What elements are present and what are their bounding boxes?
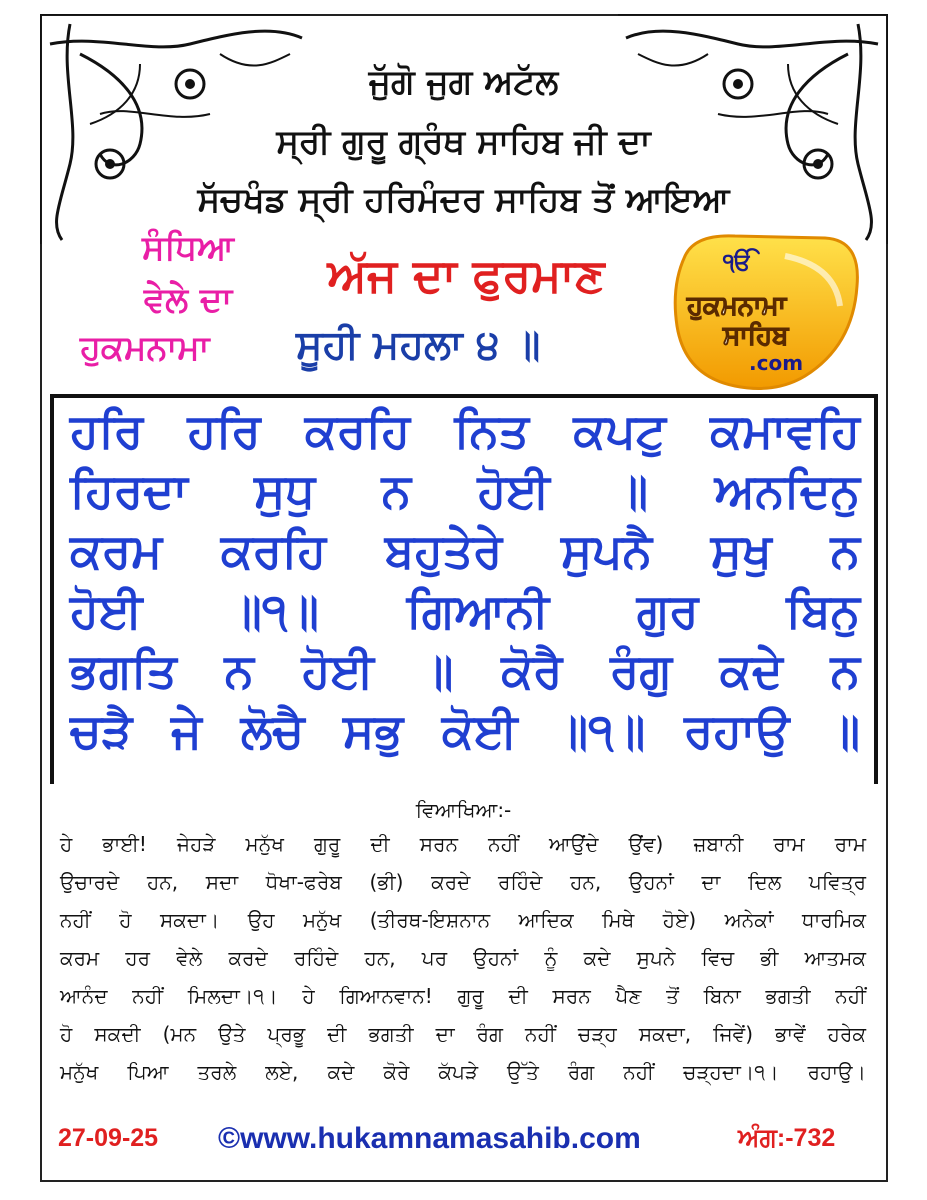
logo-text-line-1: ਹੁਕਮਨਾਮਾ [687,291,787,321]
sandhya-label-line-1: ਸੰਧਿਆ [141,228,234,268]
logo-text-line-3: .com [749,351,804,375]
gurbani-line-5: ਭਗਤਿ ਨ ਹੋਈ ॥ ਕੋਰੈ ਰੰਗੁ ਕਦੇ ਨ [70,644,860,699]
vyakhya-heading: ਵਿਆਖਿਆ:- [415,798,512,822]
meaning-line-2: ਉਚਾਰਦੇ ਹਨ, ਸਦਾ ਧੋਖਾ-ਫਰੇਬ (ਭੀ) ਕਰਦੇ ਰਹਿੰਦੇ ਹਨ, ਉਹਨਾਂ ਦਾ ਦਿਲ ਪਵਿਤ੍ਰ [60,870,866,894]
gurbani-line-2: ਹਿਰਦਾ ਸੁਧੁ ਨ ਹੋਈ ॥ ਅਨਦਿਨੁ [70,464,860,519]
header-line-2: ਸ੍ਰੀ ਗੁਰੂ ਗ੍ਰੰਥ ਸਾਹਿਬ ਜੀ ਦਾ [276,122,651,162]
website-link[interactable]: ©www.hukamnamasahib.com [218,1122,641,1155]
gurbani-line-6: ਚੜੈ ਜੇ ਲੋਚੈ ਸਭੁ ਕੋਈ ॥੧॥ ਰਹਾਉ ॥ [70,704,860,759]
meaning-line-7: ਮਨੁੱਖ ਪਿਆ ਤਰਲੇ ਲਏ, ਕਦੇ ਕੋਰੇ ਕੱਪੜੇ ਉੱਤੇ ਰੰਗ ਨਹੀਂ ਚੜ੍ਹਦਾ।੧। ਰਹਾਉ। [60,1060,866,1084]
ang-label: ਅੰਗ:-732 [738,1124,836,1152]
hukamnama-sahib-logo [665,226,865,396]
meaning-line-6: ਹੋ ਸਕਦੀ (ਮਨ ਉਤੇ ਪ੍ਰਭੂ ਦੀ ਭਗਤੀ ਦਾ ਰੰਗ ਨਹੀਂ ਚੜ੍ਹ ਸਕਦਾ, ਜਿਵੇਂ) ਭਾਵੇਂ ਹਰੇਕ [60,1022,866,1046]
khanda-symbol: ੴ [723,248,753,276]
meaning-line-1: ਹੇ ਭਾਈ! ਜੇਹੜੇ ਮਨੁੱਖ ਗੁਰੂ ਦੀ ਸਰਨ ਨਹੀਂ ਆਉਂਦੇ ਉਂਵ) ਜ਼ਬਾਨੀ ਰਾਮ ਰਾਮ [60,832,866,856]
gurbani-line-3: ਕਰਮ ਕਰਹਿ ਬਹੁਤੇਰੇ ਸੁਪਨੈ ਸੁਖੁ ਨ [70,524,860,579]
gurbani-line-1: ਹਰਿ ਹਰਿ ਕਰਹਿ ਨਿਤ ਕਪਟੁ ਕਮਾਵਹਿ [70,404,860,459]
sandhya-label-line-2: ਵੇਲੇ ਦਾ [143,280,233,320]
footer [0,1116,927,1162]
meaning-line-3: ਨਹੀਂ ਹੋ ਸਕਦਾ। ਉਹ ਮਨੁੱਖ (ਤੀਰਥ-ਇਸ਼ਨਾਨ ਆਦਿਕ ਮਿਥੇ ਹੋਏ) ਅਨੇਕਾਂ ਧਾਰਮਿਕ [60,908,866,932]
date-label: 27-09-25 [58,1124,159,1152]
logo-text-line-2: ਸਾਹਿਬ [723,321,789,351]
meaning-line-5: ਆਨੰਦ ਨਹੀਂ ਮਿਲਦਾ।੧। ਹੇ ਗਿਆਨਵਾਨ! ਗੁਰੂ ਦੀ ਸਰਨ ਪੈਣ ਤੋਂ ਬਿਨਾ ਭਗਤੀ ਨਹੀਂ [60,984,866,1008]
header-line-3: ਸੱਚਖੰਡ ਸ੍ਰੀ ਹਰਿਮੰਦਰ ਸਾਹਿਬ ਤੋਂ ਆਇਆ [197,180,730,220]
ajj-da-furmaan-title: ਅੱਜ ਦਾ ਫੁਰਮਾਣ [327,248,605,302]
meaning-line-4: ਕਰਮ ਹਰ ਵੇਲੇ ਕਰਦੇ ਰਹਿੰਦੇ ਹਨ, ਪਰ ਉਹਨਾਂ ਨੂੰ ਕਦੇ ਸੁਪਨੇ ਵਿਚ ਭੀ ਆਤਮਕ [60,946,866,970]
sandhya-label-line-3: ਹੁਕਮਨਾਮਾ [80,328,210,368]
raag-heading: ਸੂਹੀ ਮਹਲਾ ੪ ॥ [296,322,541,368]
gurbani-line-4: ਹੋਈ ॥੧॥ ਗਿਆਨੀ ਗੁਰ ਬਿਨੁ [70,584,860,639]
header-line-1: ਜੁੱਗੋ ਜੁਗ ਅਟੱਲ [368,62,559,102]
